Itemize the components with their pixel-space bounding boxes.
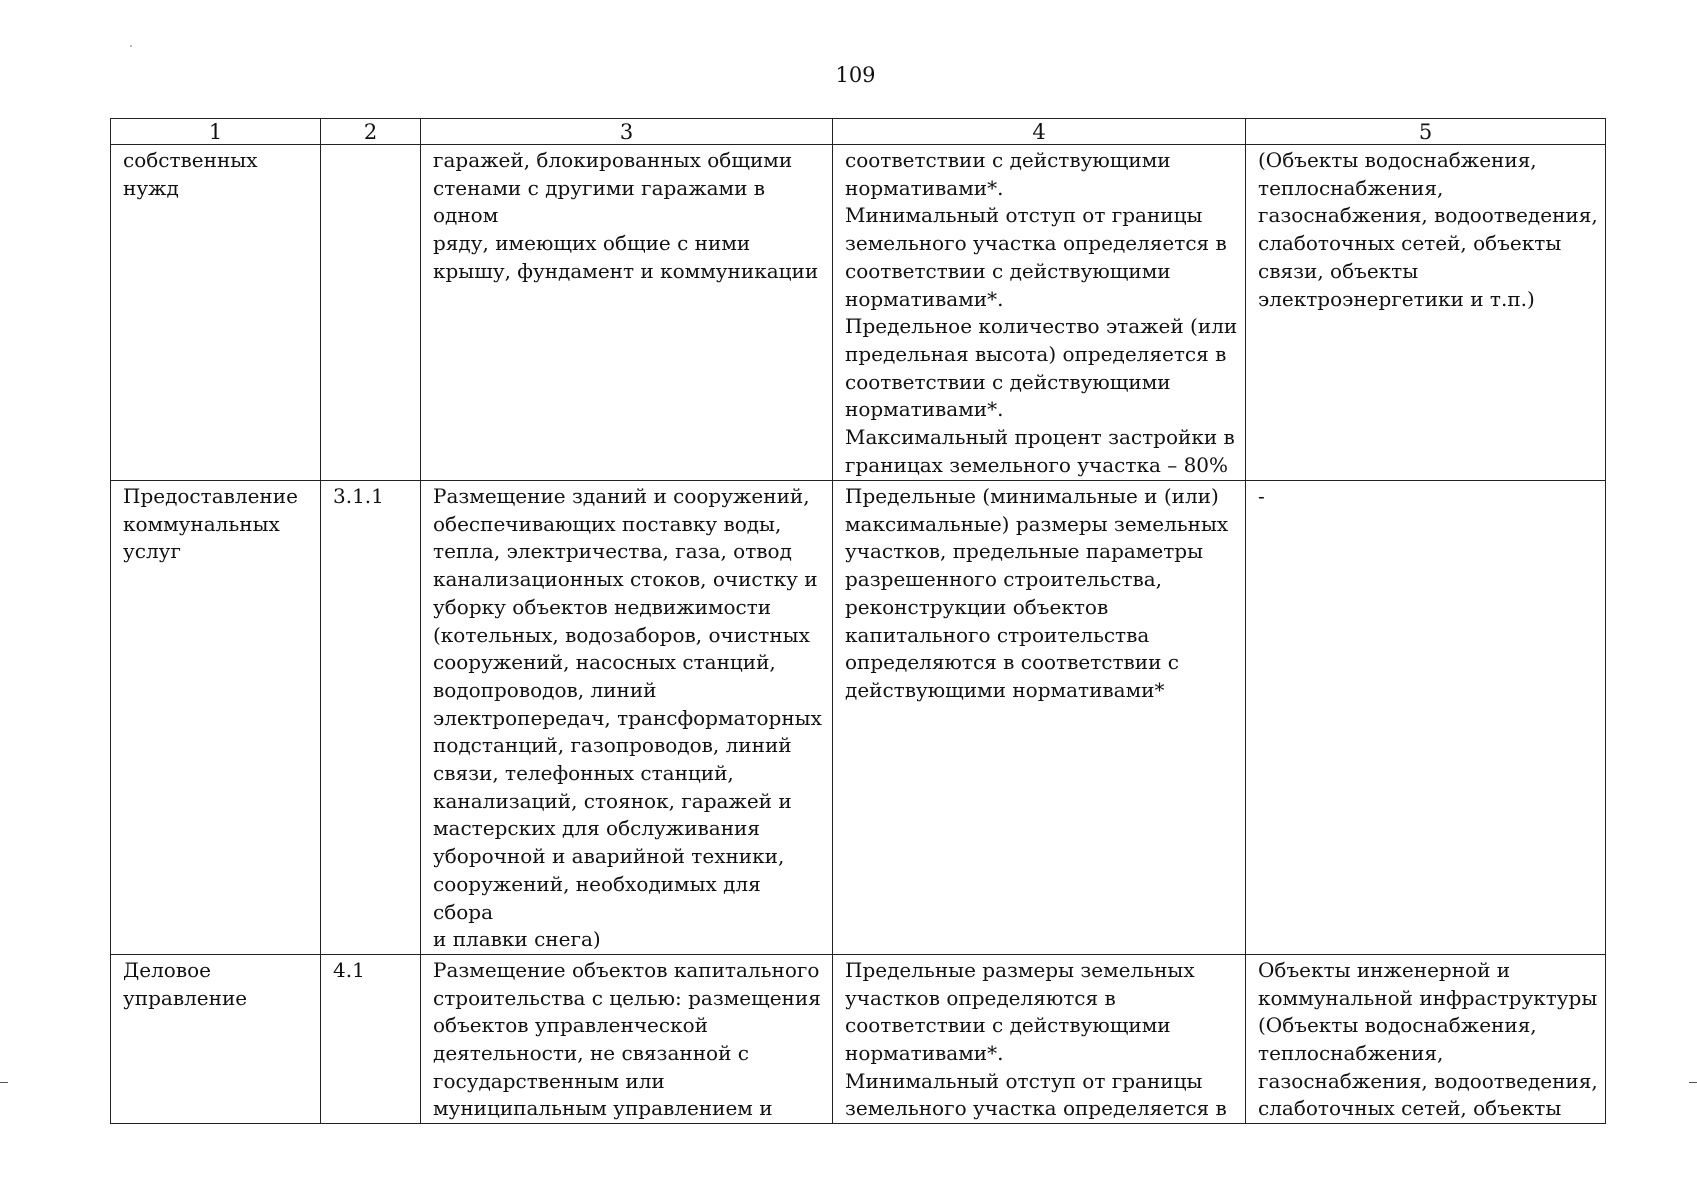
column-header: 5 [1246, 119, 1606, 145]
code-cell [321, 145, 421, 481]
use-type-cell: собственных нужд [111, 145, 321, 481]
code-cell: 3.1.1 [321, 481, 421, 955]
parameters-cell: соответствии с действующими нормативами*. Минимальный отступ от границы земельного участка определяется в соответствии с действующими нормативами*. Предельное количество этажей (или предельная высота) определяется в соответствии с действующими нормативами*. Максимальный процент застройки в границах земельного участка – 80% [833, 145, 1246, 481]
margin-mark [1689, 1082, 1697, 1083]
infrastructure-cell: - [1246, 481, 1606, 955]
margin-mark [0, 1082, 8, 1083]
description-cell: Размещение зданий и сооружений, обеспечивающих поставку воды, тепла, электричества, газа, отвод канализационных стоков, очистку и уборку объектов недвижимости (котельных, водозаборов, очистных сооружений, насосных станций, водопроводов, линий электропередач, трансформаторных подстанций, газопроводов, линий связи, телефонных станций, канализаций, стоянок, гаражей и мастерских для обслуживания уборочной и аварийной техники, сооружений, необходимых для сбора и плавки снега) [421, 481, 833, 955]
table-header-row [111, 119, 1606, 145]
scan-artifact [130, 45, 132, 47]
infrastructure-cell: (Объекты водоснабжения, теплоснабжения, газоснабжения, водоотведения, слаботочных сетей, объекты связи, объекты электроэнергетики и т.п.) [1246, 145, 1606, 481]
description-cell: Размещение объектов капитального строительства с целью: размещения объектов управленческой деятельности, не связанной с государственным или муниципальным управлением и [421, 954, 833, 1123]
page-number: 109 [835, 63, 876, 87]
table-row [111, 145, 1606, 481]
code-cell: 4.1 [321, 954, 421, 1123]
description-cell: гаражей, блокированных общими стенами с другими гаражами в одном ряду, имеющих общие с ними крышу, фундамент и коммуникации [421, 145, 833, 481]
parameters-cell: Предельные размеры земельных участков определяются в соответствии с действующими нормативами*. Минимальный отступ от границы земельного участка определяется в [833, 954, 1246, 1123]
use-type-cell: Предоставление коммунальных услуг [111, 481, 321, 955]
column-header: 1 [111, 119, 321, 145]
table-row [111, 481, 1606, 955]
table-row [111, 954, 1606, 1123]
zoning-table [110, 118, 1606, 1124]
infrastructure-cell: Объекты инженерной и коммунальной инфраструктуры (Объекты водоснабжения, теплоснабжения, газоснабжения, водоотведения, слаботочных сетей, объекты [1246, 954, 1606, 1123]
use-type-cell: Деловое управление [111, 954, 321, 1123]
column-header: 3 [421, 119, 833, 145]
parameters-cell: Предельные (минимальные и (или) максимальные) размеры земельных участков, предельные параметры разрешенного строительства, реконструкции объектов капитального строительства определяются в соответствии с действующими нормативами* [833, 481, 1246, 955]
column-header: 2 [321, 119, 421, 145]
column-header: 4 [833, 119, 1246, 145]
